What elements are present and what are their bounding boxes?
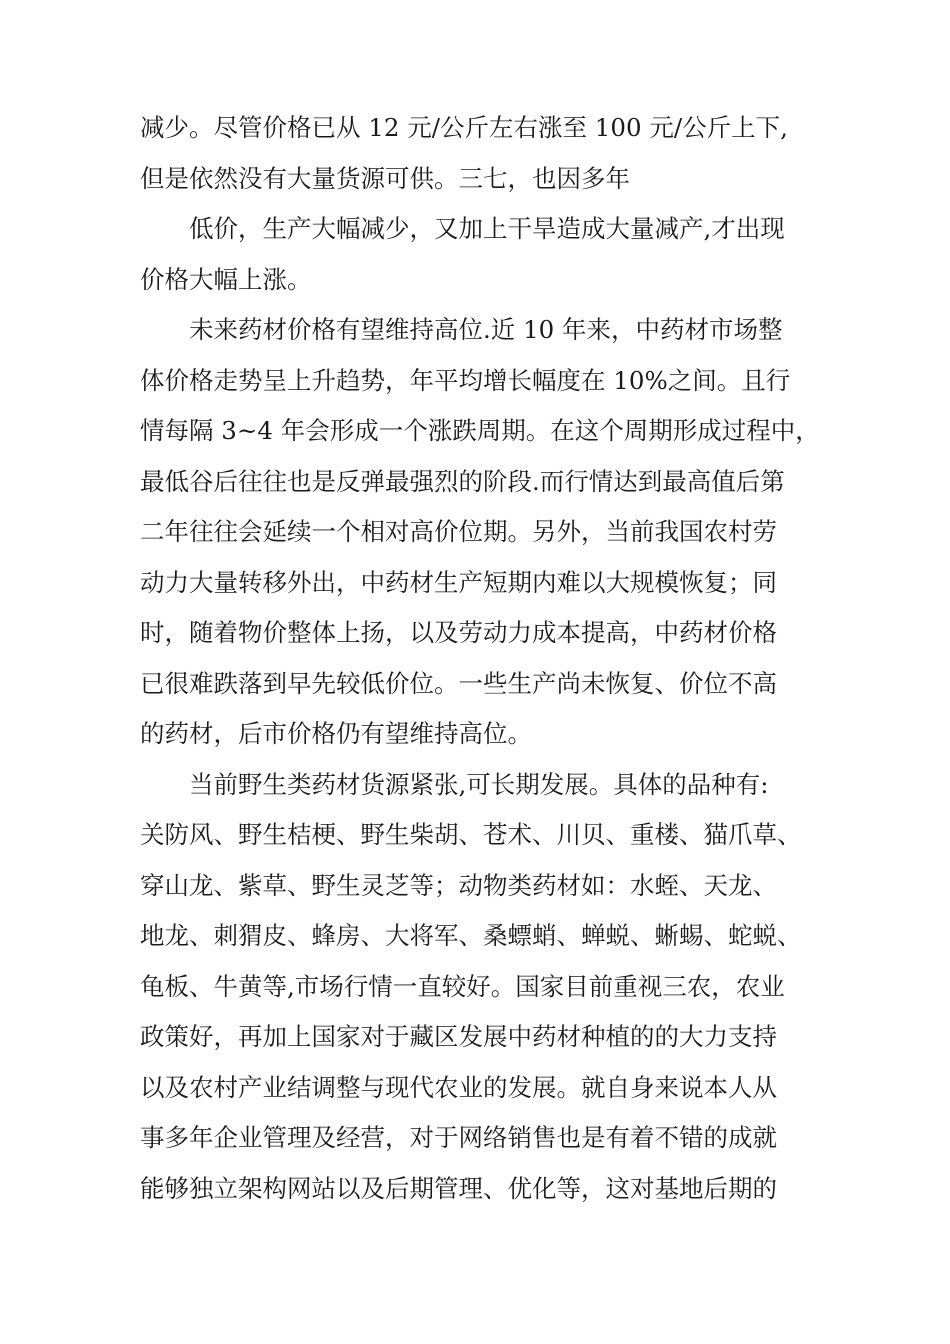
text-line: 地龙、刺猬皮、蜂房、大将军、桑螵蛸、蝉蜕、蜥蜴、蛇蜕、: [140, 921, 802, 950]
paragraph-first-line: 未来药材价格有望维持高位.近 10 年来，中药材市场整: [189, 315, 783, 344]
text-line: 能够独立架构网站以及后期管理、优化等，这对基地后期的: [140, 1173, 777, 1203]
text-line: 最低谷后往往也是反弹最强烈的阶段.而行情达到最高值后第: [140, 466, 785, 496]
text-line: 价格大幅上涨。: [140, 264, 312, 294]
paragraph-first-line: 低价，生产大幅减少，又加上干旱造成大量减产,才出现: [189, 214, 785, 243]
text-line: 时，随着物价整体上扬，以及劳动力成本提高，中药材价格: [140, 618, 777, 647]
text-line: 的药材，后市价格仍有望维持高位。: [140, 719, 532, 748]
text-line: 以及农村产业结调整与现代农业的发展。就自身来说本人从: [140, 1072, 777, 1102]
text-line: 动力大量转移外出，中药材生产短期内难以大规模恢复；同: [140, 567, 777, 597]
text-line: 但是依然没有大量货源可供。三七，也因多年: [140, 163, 630, 193]
text-line: 二年往往会延续一个相对高价位期。另外，当前我国农村劳: [140, 517, 777, 546]
paragraph-first-line: 当前野生类药材货源紧张,可长期发展。具体的品种有:: [189, 769, 769, 799]
text-line: 减少。尽管价格已从 12 元/公斤左右涨至 100 元/公斤上下,: [140, 113, 788, 142]
text-line: 龟板、牛黄等,市场行情一直较好。国家目前重视三农，农业: [140, 971, 785, 1001]
document-body: [140, 103, 820, 1214]
text-line: 穿山龙、紫草、野生灵芝等；动物类药材如：水蛭、天龙、: [140, 870, 777, 900]
text-line: 政策好，再加上国家对于藏区发展中药材种植的的大力支持: [140, 1022, 777, 1051]
text-line: 体价格走势呈上升趋势，年平均增长幅度在 10%之间。且行: [140, 365, 791, 395]
text-line: 关防风、野生桔梗、野生柴胡、苍术、川贝、重楼、猫爪草、: [140, 820, 802, 849]
text-line: 情每隔 3~4 年会形成一个涨跌周期。在这个周期形成过程中，: [140, 416, 820, 445]
text-line: 事多年企业管理及经营，对于网络销售也是有着不错的成就: [140, 1123, 777, 1152]
text-line: 已很难跌落到早先较低价位。一些生产尚未恢复、价位不高: [140, 668, 777, 698]
